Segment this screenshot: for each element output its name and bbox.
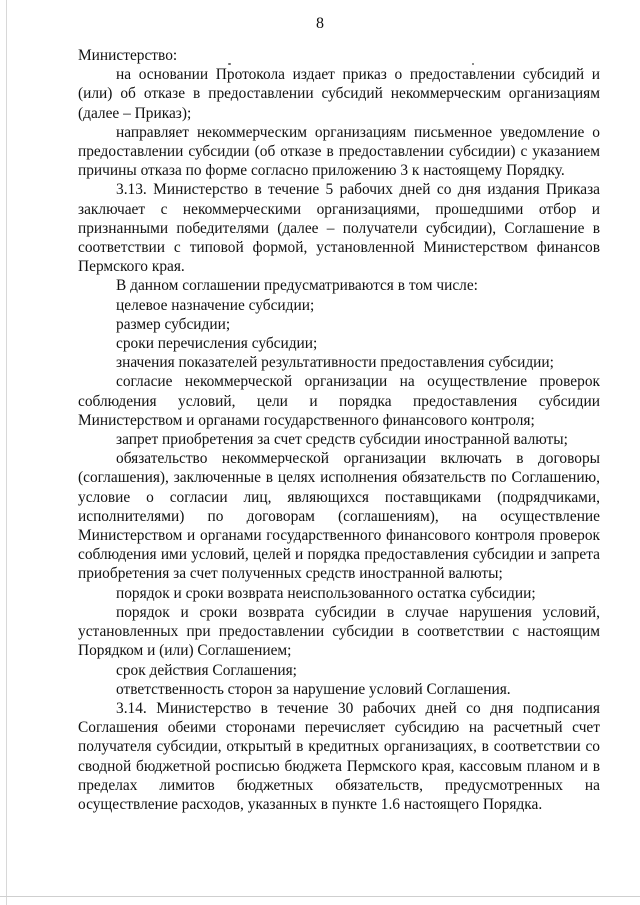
list-item: ответственность сторон за нарушение условий Соглашения.	[116, 680, 511, 698]
list-item: порядок и сроки возврата неиспользованного остатка субсидии;	[116, 584, 536, 602]
list-item: запрет приобретения за счет средств субсидии иностранной валюты;	[116, 431, 568, 449]
paragraph: 3.13. Министерство в течение 5 рабочих дней со дня издания Приказа заключает с некоммерческими организациями, прошедшими отбор и признанными победителями (далее – получатели субсидии), Соглашение в соответствии с типовой формой, установленной Министерством финансов Пермского края.	[78, 181, 600, 276]
list-item: значения показателей результативности предоставления субсидии;	[116, 354, 554, 372]
page-number: 8	[316, 15, 324, 32]
list-item: обязательство некоммерческой организации включать в договоры (соглашения), заключенные в целях исполнения обязательств по Соглашению, условие о согласии лиц, являющихся поставщиками (подрядчиками, исполнителями) по договорам (соглашениям), на осуществление Министерством и органами государственного финансового контроля проверок соблюдения ими условий, целей и порядка предоставления субсидии и запрета приобретения за счет полученных средств иностранной валюты;	[78, 450, 600, 583]
paragraph: 3.14. Министерство в течение 30 рабочих дней со дня подписания Соглашения обеими сторонами перечисляет субсидию на расчетный счет получателя субсидии, открытый в кредитных организациях, в соответствии со сводной бюджетной росписью бюджета Пермского края, кассовым планом и в пределах лимитов бюджетных обязательств, предусмотренных на осуществление расходов, указанных в пункте 1.6 настоящего Порядка.	[78, 699, 600, 813]
list-item: согласие некоммерческой организации на осуществление проверок соблюдения условий, цели и порядка предоставления субсидии Министерством и органами государственного финансового контроля;	[78, 373, 600, 429]
document-body	[78, 46, 600, 814]
list-item: сроки перечисления субсидии;	[116, 335, 318, 353]
paragraph: на основании Протокола издает приказ о предоставлении субсидий и (или) об отказе в предоставлении субсидий некоммерческим организациям (далее – Приказ);	[78, 66, 600, 122]
list-item: порядок и сроки возврата субсидии в случае нарушения условий, установленных при предоставлении субсидии в соответствии с настоящим Порядком и (или) Соглашением;	[78, 603, 600, 660]
list-item: размер субсидии;	[116, 315, 231, 333]
paragraph: направляет некоммерческим организациям письменное уведомление о предоставлении субсидии (об отказе в предоставлении субсидии) с указанием причины отказа по форме согласно приложению 3 к настоящему Порядку.	[78, 123, 600, 180]
paragraph: В данном соглашении предусматриваются в том числе:	[116, 277, 478, 295]
list-item: целевое назначение субсидии;	[116, 296, 315, 314]
scan-left-edge	[6, 0, 7, 905]
list-item: срок действия Соглашения;	[116, 661, 297, 679]
paragraph: Министерство:	[78, 47, 178, 64]
scan-bottom-edge	[0, 896, 640, 897]
